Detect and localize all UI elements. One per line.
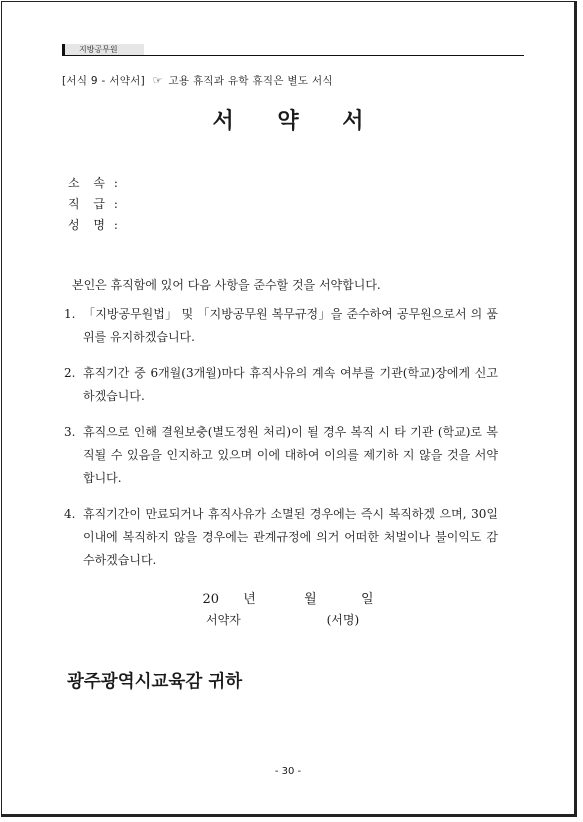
pointing-hand-icon: ☞ — [152, 74, 163, 87]
form-note-prefix: [서식 9 - 서약서] — [62, 75, 145, 87]
signer-label: 서약자 — [206, 613, 241, 627]
pledge-number: 1. — [64, 307, 76, 321]
pledge-text: 「지방공무원법」 및 「지방공무원 복무규정」을 준수하여 공무원으로서 의 품위를 유지하겠습니다. — [83, 307, 498, 344]
rank-row — [68, 194, 118, 215]
form-note-text: 고용 휴직과 유학 휴직은 별도 서식 — [168, 75, 333, 87]
pledge-text: 휴직기간이 만료되거나 휴직사유가 소멸된 경우에는 즉시 복직하겠 으며, 30일 이내에 복직하지 않을 경우에는 관계규정에 의거 어떠한 처벌이나 불이익도 감수하겠습니다. — [83, 507, 498, 567]
form-note — [62, 73, 333, 88]
year-label: 년 — [243, 592, 256, 607]
document-title: 서 약 서 — [212, 108, 382, 134]
month-label: 월 — [304, 592, 317, 607]
affiliation-label: 소 속 — [68, 176, 110, 190]
pledge-number: 2. — [64, 366, 76, 380]
intro-text: 본인은 휴직함에 있어 다음 사항을 준수할 것을 서약합니다. — [72, 278, 381, 292]
name-row — [68, 215, 118, 236]
pledge-item — [64, 303, 498, 349]
name-label: 성 명 — [68, 218, 110, 232]
signer-line — [206, 611, 359, 628]
info-block — [68, 173, 118, 236]
date-line — [0, 588, 576, 607]
addressee: 광주광역시교육감 귀하 — [67, 672, 243, 692]
pledge-item — [64, 362, 498, 408]
pledge-text: 휴직으로 인해 결원보충(별도정원 처리)이 될 경우 복직 시 타 기관 (학교)로 복직될 수 있음을 인지하고 있으며 이에 대하여 이의를 제기하 지 않을 것을 서약합니다. — [83, 425, 498, 485]
affiliation-separator: : — [113, 176, 118, 190]
header-tab: 지방공무원 — [62, 44, 144, 56]
header-rule — [62, 55, 524, 56]
pledge-number: 3. — [64, 425, 76, 439]
page-number: - 30 - — [274, 766, 302, 777]
year-prefix: 20 — [202, 592, 219, 607]
affiliation-row — [68, 173, 118, 194]
rank-label: 직 급 — [68, 197, 110, 211]
pledge-text: 휴직기간 중 6개월(3개월)마다 휴직사유의 계속 여부를 기관(학교)장에게 신고하겠습니다. — [83, 366, 498, 403]
signature-placeholder: (서명) — [326, 613, 360, 627]
pledge-item — [64, 503, 498, 572]
name-separator: : — [113, 218, 118, 232]
rank-separator: : — [113, 197, 118, 211]
pledge-list — [64, 303, 498, 585]
pledge-item — [64, 421, 498, 490]
day-label: 일 — [360, 592, 374, 607]
pledge-number: 4. — [64, 507, 76, 521]
